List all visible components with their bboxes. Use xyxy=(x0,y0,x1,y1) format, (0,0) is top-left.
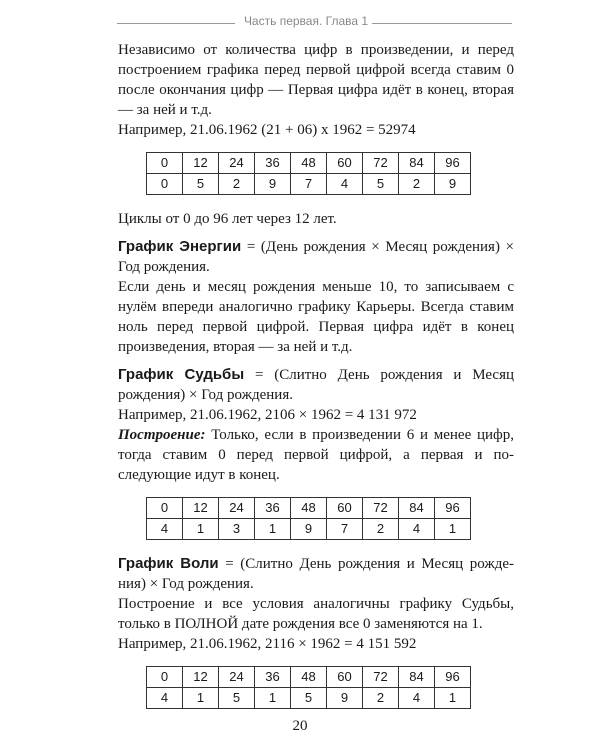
table-cell: 60 xyxy=(327,498,363,519)
table-cell: 9 xyxy=(435,174,471,195)
will-example: Например, 21.06.1962, 2116 × 1962 = 4 151 592 xyxy=(118,636,417,652)
energy-formula: = (День рождения × Месяц рождения) × Год рождения. xyxy=(118,239,514,275)
energy-heading-paragraph xyxy=(118,237,514,277)
will-text: Построение и все условия аналогичны графику Судьбы, только в ПОЛНОЙ дате рождения все 0 заменяются на 1. xyxy=(118,596,514,632)
table-cell: 96 xyxy=(435,498,471,519)
table-cell: 9 xyxy=(327,688,363,709)
cycle-table-2-wrap xyxy=(118,485,514,554)
cycle-table-2 xyxy=(146,497,471,540)
cycle-table-3-wrap xyxy=(118,654,514,723)
table-cell: 9 xyxy=(255,174,291,195)
cycle-table-3 xyxy=(146,666,471,709)
table-cell: 2 xyxy=(363,519,399,540)
table-cell: 9 xyxy=(291,519,327,540)
spacer xyxy=(118,357,514,365)
table-cell: 84 xyxy=(399,498,435,519)
table-cell: 3 xyxy=(219,519,255,540)
table-cell: 12 xyxy=(183,153,219,174)
table-cell: 96 xyxy=(435,153,471,174)
construction-text: Только, если в произведении 6 и менее цифр, тогда ставим 0 перед первой цифрой, а первая и последующие идут в конец. xyxy=(118,427,514,483)
table-cell: 84 xyxy=(399,153,435,174)
table-cell: 4 xyxy=(399,519,435,540)
spacer xyxy=(118,229,514,237)
table-cell: 72 xyxy=(363,498,399,519)
table-cell: 48 xyxy=(291,667,327,688)
table-cell: 72 xyxy=(363,153,399,174)
table-row-digits xyxy=(147,519,471,540)
table-cell: 24 xyxy=(219,498,255,519)
table-cell: 72 xyxy=(363,667,399,688)
table-cell: 60 xyxy=(327,667,363,688)
intro-example: Например, 21.06.1962 (21 + 06) х 1962 = 52974 xyxy=(118,122,416,138)
table-cell: 24 xyxy=(219,667,255,688)
running-header xyxy=(0,12,600,36)
table-cell: 5 xyxy=(183,174,219,195)
running-title: Часть первая. Глава 1 xyxy=(243,14,369,28)
table-cell: 7 xyxy=(327,519,363,540)
table-cell: 2 xyxy=(219,174,255,195)
table-row-years xyxy=(147,667,471,688)
table-cell: 4 xyxy=(327,174,363,195)
will-formula: = (Слитно День рождения и Месяц рождения) × Год рождения. xyxy=(118,556,514,592)
table-cell: 12 xyxy=(183,498,219,519)
table-cell: 48 xyxy=(291,153,327,174)
table-cell: 36 xyxy=(255,667,291,688)
header-rule-left xyxy=(117,23,235,24)
table-cell: 36 xyxy=(255,498,291,519)
table-cell: 5 xyxy=(219,688,255,709)
table-cell: 0 xyxy=(147,174,183,195)
fate-example: Например, 21.06.1962, 2106 × 1962 = 4 131 972 xyxy=(118,407,417,423)
table-cell: 2 xyxy=(399,174,435,195)
table-cell: 4 xyxy=(399,688,435,709)
cycle-table-1 xyxy=(146,152,471,195)
table-cell: 1 xyxy=(183,688,219,709)
energy-text: Если день и месяц рождения меньше 10, то записываем с нулём впереди аналогично графику Карьеры. Всегда ставим ноль перед первой цифрой. Первая цифра идёт в конец произведения, вторая — за ней и т.д. xyxy=(118,279,514,355)
header-rule-right xyxy=(372,23,512,24)
energy-title: График Энергии xyxy=(118,238,242,255)
table-row-digits xyxy=(147,174,471,195)
table-cell: 7 xyxy=(291,174,327,195)
table-cell: 1 xyxy=(183,519,219,540)
table-cell: 24 xyxy=(219,153,255,174)
page-number: 20 xyxy=(292,718,308,734)
will-title: График Воли xyxy=(118,555,219,572)
table-row-years xyxy=(147,498,471,519)
table-row-years xyxy=(147,153,471,174)
table-cell: 0 xyxy=(147,153,183,174)
table-cell: 1 xyxy=(255,688,291,709)
table-cell: 36 xyxy=(255,153,291,174)
table-cell: 4 xyxy=(147,688,183,709)
table-cell: 1 xyxy=(435,519,471,540)
cycle-table-1-wrap xyxy=(118,140,514,209)
table-cell: 60 xyxy=(327,153,363,174)
page-body xyxy=(118,40,514,723)
table-cell: 1 xyxy=(435,688,471,709)
fate-title: График Судьбы xyxy=(118,366,245,383)
table-cell: 5 xyxy=(291,688,327,709)
table-cell: 2 xyxy=(363,688,399,709)
table-cell: 4 xyxy=(147,519,183,540)
construction-label: Построение: xyxy=(118,427,206,443)
table-cell: 5 xyxy=(363,174,399,195)
table-cell: 96 xyxy=(435,667,471,688)
fate-formula: = (Слитно День рождения и Месяц рождения) × Год рождения. xyxy=(118,367,515,403)
table-row-digits xyxy=(147,688,471,709)
cycles-note: Циклы от 0 до 96 лет через 12 лет. xyxy=(118,211,337,227)
table-cell: 1 xyxy=(255,519,291,540)
table-cell: 12 xyxy=(183,667,219,688)
will-heading-paragraph xyxy=(118,554,514,594)
table-cell: 0 xyxy=(147,667,183,688)
table-cell: 0 xyxy=(147,498,183,519)
table-cell: 84 xyxy=(399,667,435,688)
table-cell: 48 xyxy=(291,498,327,519)
intro-paragraph: Независимо от количества цифр в произведении, и перед построением графика перед первой цифрой всегда ставим 0 после окончания цифр — Первая цифра идёт в конец, вторая — за ней и т.д. xyxy=(118,42,514,118)
fate-heading-paragraph xyxy=(118,365,514,405)
fate-construction xyxy=(118,425,514,485)
